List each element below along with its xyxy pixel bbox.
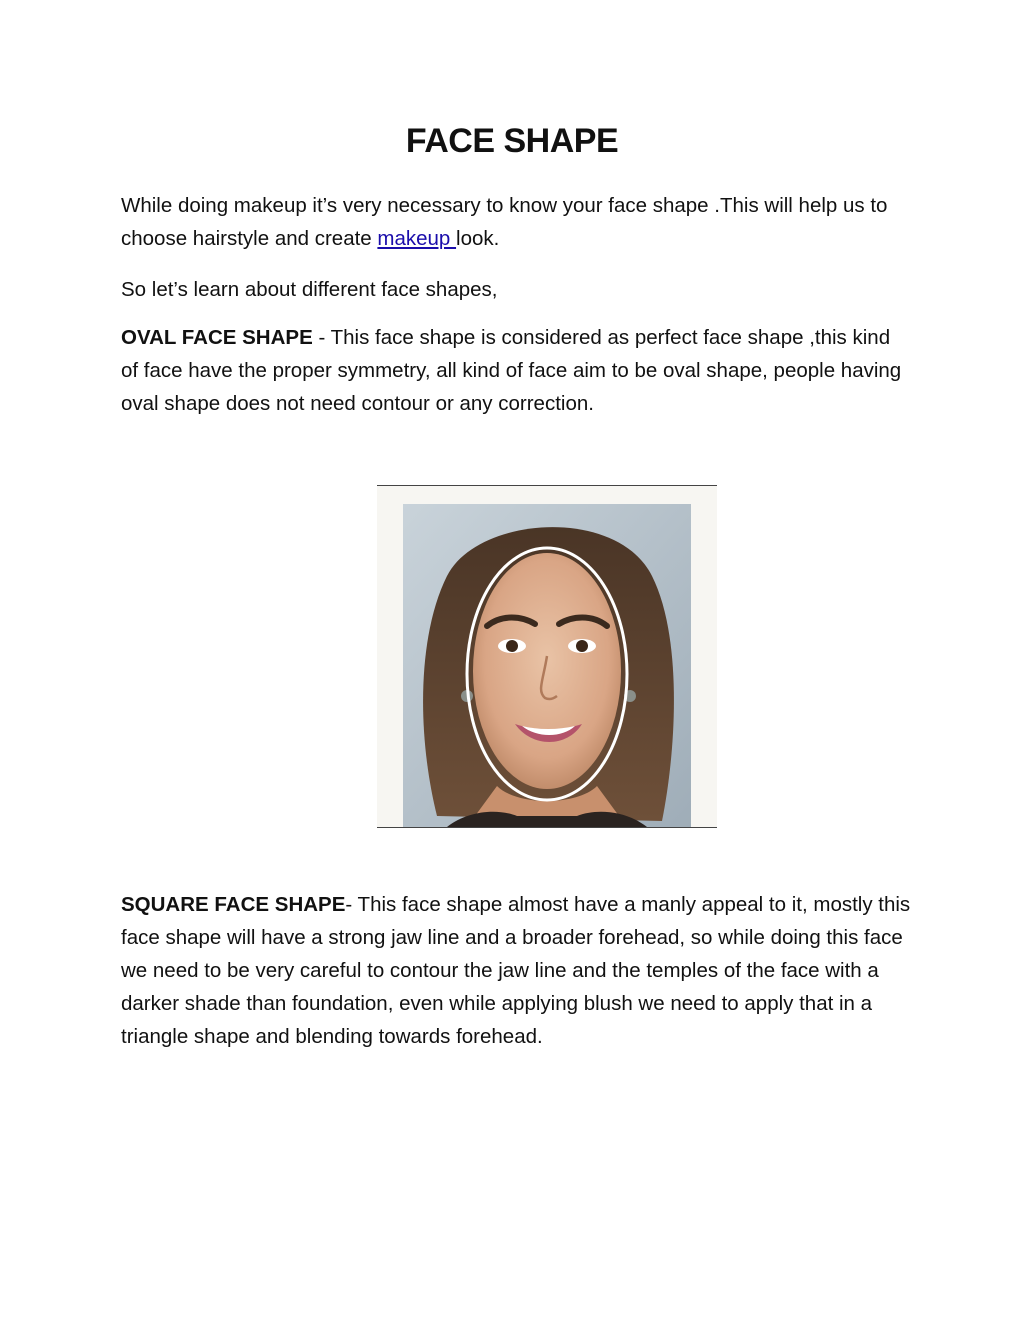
- oval-face-figure: [377, 485, 717, 828]
- face-shape: [473, 553, 621, 789]
- lead-in-paragraph: So let’s learn about different face shapes,: [121, 278, 498, 301]
- square-heading: SQUARE FACE SHAPE: [121, 893, 346, 916]
- oval-paragraph: [121, 321, 911, 420]
- oval-heading: OVAL FACE SHAPE: [121, 326, 313, 349]
- oval-face-photo: [377, 486, 717, 827]
- oval-description: - This face shape is considered as perfect face shape ,this kind of face have the proper symmetry, all kind of face aim to be oval shape, people having oval shape does not need contour or any correction.: [121, 326, 902, 415]
- intro-text-end: look.: [456, 227, 500, 250]
- square-description: - This face shape almost have a manly appeal to it, mostly this face shape will have a strong jaw line and a broader forehead, so while doing this face we need to be very careful to contour the jaw line and the temples of the face with a darker shade than foundation, even while applying blush we need to apply that in a triangle shape and blending towards forehead.: [121, 893, 911, 1048]
- square-paragraph: [121, 888, 911, 1053]
- makeup-link[interactable]: makeup: [377, 227, 457, 250]
- intro-text: While doing makeup it’s very necessary to know your face shape .This will help us to choose hairstyle and create: [121, 194, 888, 250]
- intro-paragraph: [121, 189, 911, 255]
- page-title: FACE SHAPE: [405, 122, 619, 160]
